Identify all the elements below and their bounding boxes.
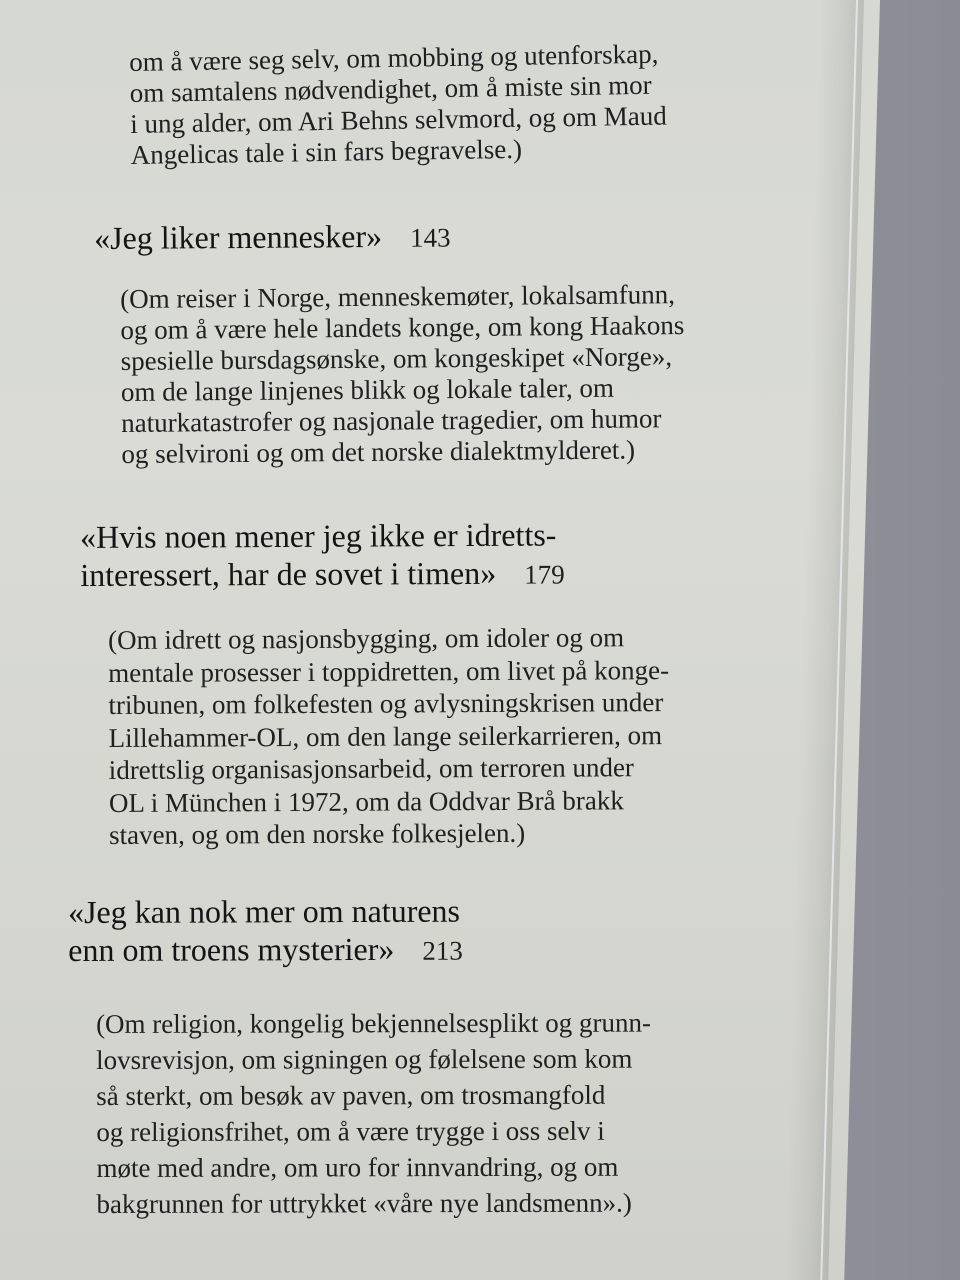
- toc-entry-description: [96, 1005, 651, 1222]
- description-line: lovsrevisjon, om signingen og følelsene som kom: [96, 1043, 633, 1075]
- title-text: interessert, har de sovet i timen»: [80, 554, 497, 593]
- description-line: OL i München i 1972, om da Oddvar Brå brakk: [108, 784, 624, 818]
- page-number: 179: [524, 559, 565, 590]
- description-line: Angelicas tale i sin fars begravelse.): [130, 133, 523, 170]
- description-line: mentale prosesser i toppidretten, om livet på konge-: [108, 654, 670, 688]
- description-line: tribunen, om folkefesten og avlysningskrisen under: [108, 687, 664, 720]
- description-line: staven, og om den norske folkesjelen.): [109, 817, 526, 850]
- toc-entry-description: [108, 621, 670, 851]
- description-line: om å være seg selv, om mobbing og utenforskap,: [129, 38, 659, 77]
- toc-entry-title: [68, 892, 463, 971]
- title-line: [68, 930, 463, 971]
- title-text: enn om troens mysterier»: [68, 930, 395, 968]
- description-line: så sterkt, om besøk av paven, om trosmangfold: [96, 1079, 606, 1111]
- description-line: (Om idrett og nasjonsbygging, om idoler og om: [108, 622, 625, 655]
- title-text: «Jeg liker mennesker»: [94, 217, 383, 256]
- toc-entry-title: [94, 217, 451, 259]
- page-number: 213: [422, 935, 463, 966]
- description-line: og selvironi og om det norske dialektmylderet.): [121, 434, 636, 469]
- description-line: spesielle bursdagsønske, om kongeskipet «Norge»,: [120, 341, 673, 376]
- title-line: [80, 553, 565, 596]
- description-line: bakgrunnen for uttrykket «våre nye landsmenn».): [96, 1187, 632, 1219]
- description-line: (Om reiser i Norge, menneskemøter, lokalsamfunn,: [120, 279, 676, 314]
- page-number: 143: [409, 222, 451, 253]
- title-line: «Jeg kan nok mer om naturens: [68, 892, 461, 930]
- description-line: om de lange linjenes blikk og lokale taler, om: [120, 372, 615, 407]
- description-line: om samtalens nødvendighet, om å miste sin mor: [129, 69, 652, 108]
- title-line: [94, 217, 451, 259]
- description-line: Lillehammer-OL, om den lange seilerkarrieren, om: [108, 719, 663, 753]
- description-line: i ung alder, om Ari Behns selvmord, og om Maud: [129, 100, 668, 139]
- description-line: (Om religion, kongelig bekjennelsesplikt og grunn-: [96, 1007, 651, 1039]
- description-line: møte med andre, om uro for innvandring, og om: [96, 1151, 619, 1183]
- toc-entry-description: [120, 279, 685, 470]
- toc-entry-description: [129, 39, 668, 171]
- toc-entry-title: [80, 515, 565, 596]
- description-line: naturkatastrofer og nasjonale tragedier, om humor: [121, 403, 662, 438]
- description-line: idrettslig organisasjonsarbeid, om terroren under: [108, 752, 634, 785]
- description-line: og religionsfrihet, om å være trygge i oss selv i: [96, 1115, 605, 1147]
- description-line: og om å være hele landets konge, om kong Haakons: [120, 310, 685, 345]
- title-line: «Hvis noen mener jeg ikke er idretts-: [80, 516, 557, 555]
